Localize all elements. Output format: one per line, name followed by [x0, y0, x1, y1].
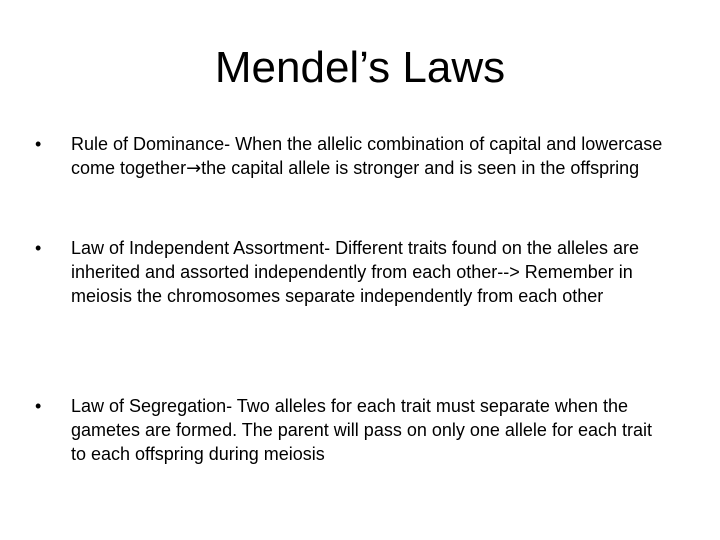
bullet-marker: •: [35, 238, 42, 258]
bullet-marker: •: [35, 396, 42, 416]
bullet-text: [71, 132, 671, 181]
slide-title: Mendel’s Laws: [214, 43, 506, 92]
right-arrow-icon: →: [186, 158, 202, 179]
bullet-text: Law of Segregation- Two alleles for each trait must separate when the gametes are formed. The parent will pass on only one allele for each trait to each offspring during meiosis: [71, 396, 652, 464]
bullet-text-part: Rule of Dominance- When the allelic combination of capital and lowercase come together: [71, 134, 663, 178]
bullet-text: Law of Independent Assortment- Different traits found on the alleles are inherited and assorted independently from each other--> Remember in meiosis the chromosomes separate independently from each other: [71, 238, 640, 306]
bullet-marker: •: [35, 134, 42, 154]
bullet-text-part: the capital allele is stronger and is seen in the offspring: [201, 158, 640, 178]
